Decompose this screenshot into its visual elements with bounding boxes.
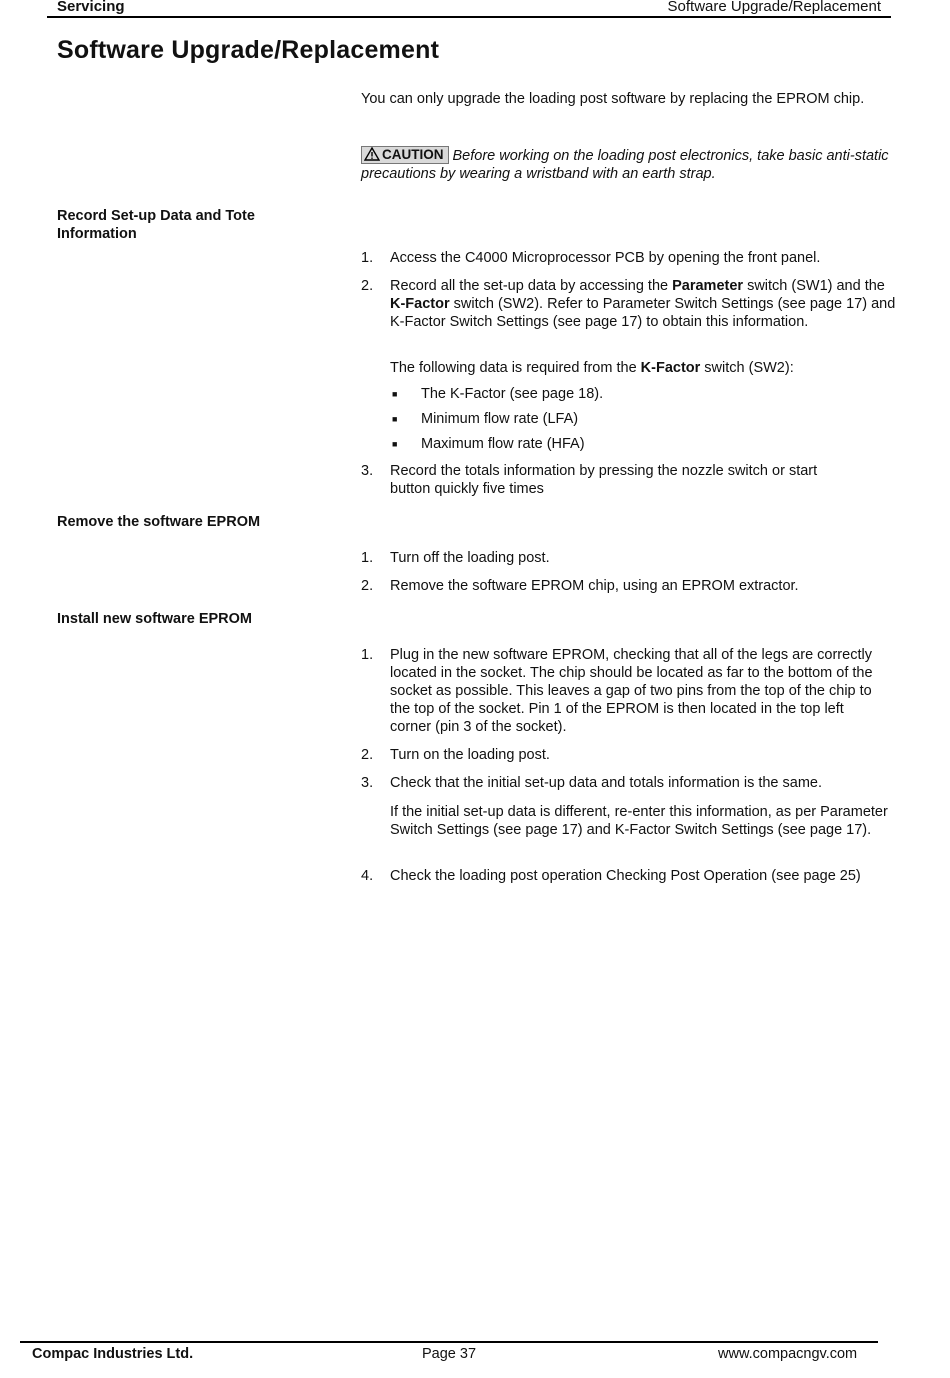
step-text: Check that the initial set-up data and totals information is the same. (390, 775, 823, 791)
header-section-label: Servicing (57, 0, 125, 15)
step-number: 4. (361, 868, 374, 884)
bullet-item: Maximum flow rate (HFA) (421, 436, 585, 452)
note-text-part: The following data is required from the (390, 360, 641, 376)
bullet-marker: ■ (392, 439, 398, 449)
bullet-marker: ■ (392, 389, 398, 399)
caution-block (361, 146, 893, 183)
step-number: 1. (361, 647, 374, 663)
required-data-note (390, 359, 896, 377)
step-text: Access the C4000 Microprocessor PCB by opening the front panel. (390, 250, 821, 266)
step-text: Turn off the loading post. (390, 550, 550, 566)
step-text: Record the totals information by pressing the nozzle switch or start button quickly five times (390, 463, 818, 497)
footer-page-number: Page 37 (422, 1346, 477, 1362)
step-text-part: switch (SW1) and the (743, 278, 885, 294)
page-title: Software Upgrade/Replacement (57, 36, 440, 64)
bullet-marker: ■ (392, 414, 398, 424)
parameter-switch-term: Parameter (672, 278, 744, 294)
step-number: 2. (361, 278, 374, 294)
step-number: 3. (361, 775, 374, 791)
warning-triangle-icon (364, 147, 380, 161)
intro-paragraph: You can only upgrade the loading post software by replacing the EPROM chip. (361, 91, 865, 107)
caution-badge (361, 146, 449, 164)
step-number: 2. (361, 578, 374, 594)
header-page-topic: Software Upgrade/Replacement (667, 0, 881, 15)
section-heading-record-setup: Record Set-up Data and Tote Information (57, 208, 255, 242)
note-text-part: switch (SW2): (700, 360, 794, 376)
bullet-item: Minimum flow rate (LFA) (421, 411, 579, 427)
step-text: Turn on the loading post. (390, 747, 550, 763)
step-number: 2. (361, 747, 374, 763)
step-number: 3. (361, 463, 374, 479)
k-factor-switch-term: K-Factor (640, 360, 701, 376)
caution-text: Before working on the loading post electronics, take basic anti-static precautions by wearing a wristband with an earth strap. (361, 148, 889, 182)
k-factor-switch-term: K-Factor (390, 296, 450, 312)
footer-rule (20, 1341, 878, 1343)
step-text: Remove the software EPROM chip, using an EPROM extractor. (390, 578, 799, 594)
footer-company: Compac Industries Ltd. (32, 1346, 194, 1362)
step-text-part: switch (SW2). Refer to Parameter Switch Settings (see page 17) and K-Factor Switch Settings (see page 17) to obtain this information. (390, 296, 896, 330)
header-rule (47, 16, 891, 18)
bullet-item: The K-Factor (see page 18). (421, 386, 604, 402)
step-number: 1. (361, 550, 374, 566)
step-text: Check the loading post operation Checking Post Operation (see page 25) (390, 868, 861, 884)
section-heading-remove-eprom: Remove the software EPROM (57, 514, 261, 530)
step-text: Plug in the new software EPROM, checking that all of the legs are correctly located in the socket. The chip should be located as far to the bottom of the socket as possible. This leaves a gap of two pins from the top of the chip to the top of the socket. Pin 1 of the EPROM is then located in the top left corner (pin 3 of the socket). (390, 647, 873, 735)
footer-website: www.compacngv.com (718, 1346, 858, 1362)
section-heading-install-eprom: Install new software EPROM (57, 611, 252, 627)
reentry-note: If the initial set-up data is different, re-enter this information, as per Parameter Switch Settings (see page 17) and K-Factor Switch Settings (see page 17). (390, 804, 888, 838)
step-number: 1. (361, 250, 374, 266)
step-text-part: Record all the set-up data by accessing the (390, 278, 673, 294)
step-text-record-setup (390, 277, 896, 331)
caution-label: CAUTION (382, 147, 444, 162)
